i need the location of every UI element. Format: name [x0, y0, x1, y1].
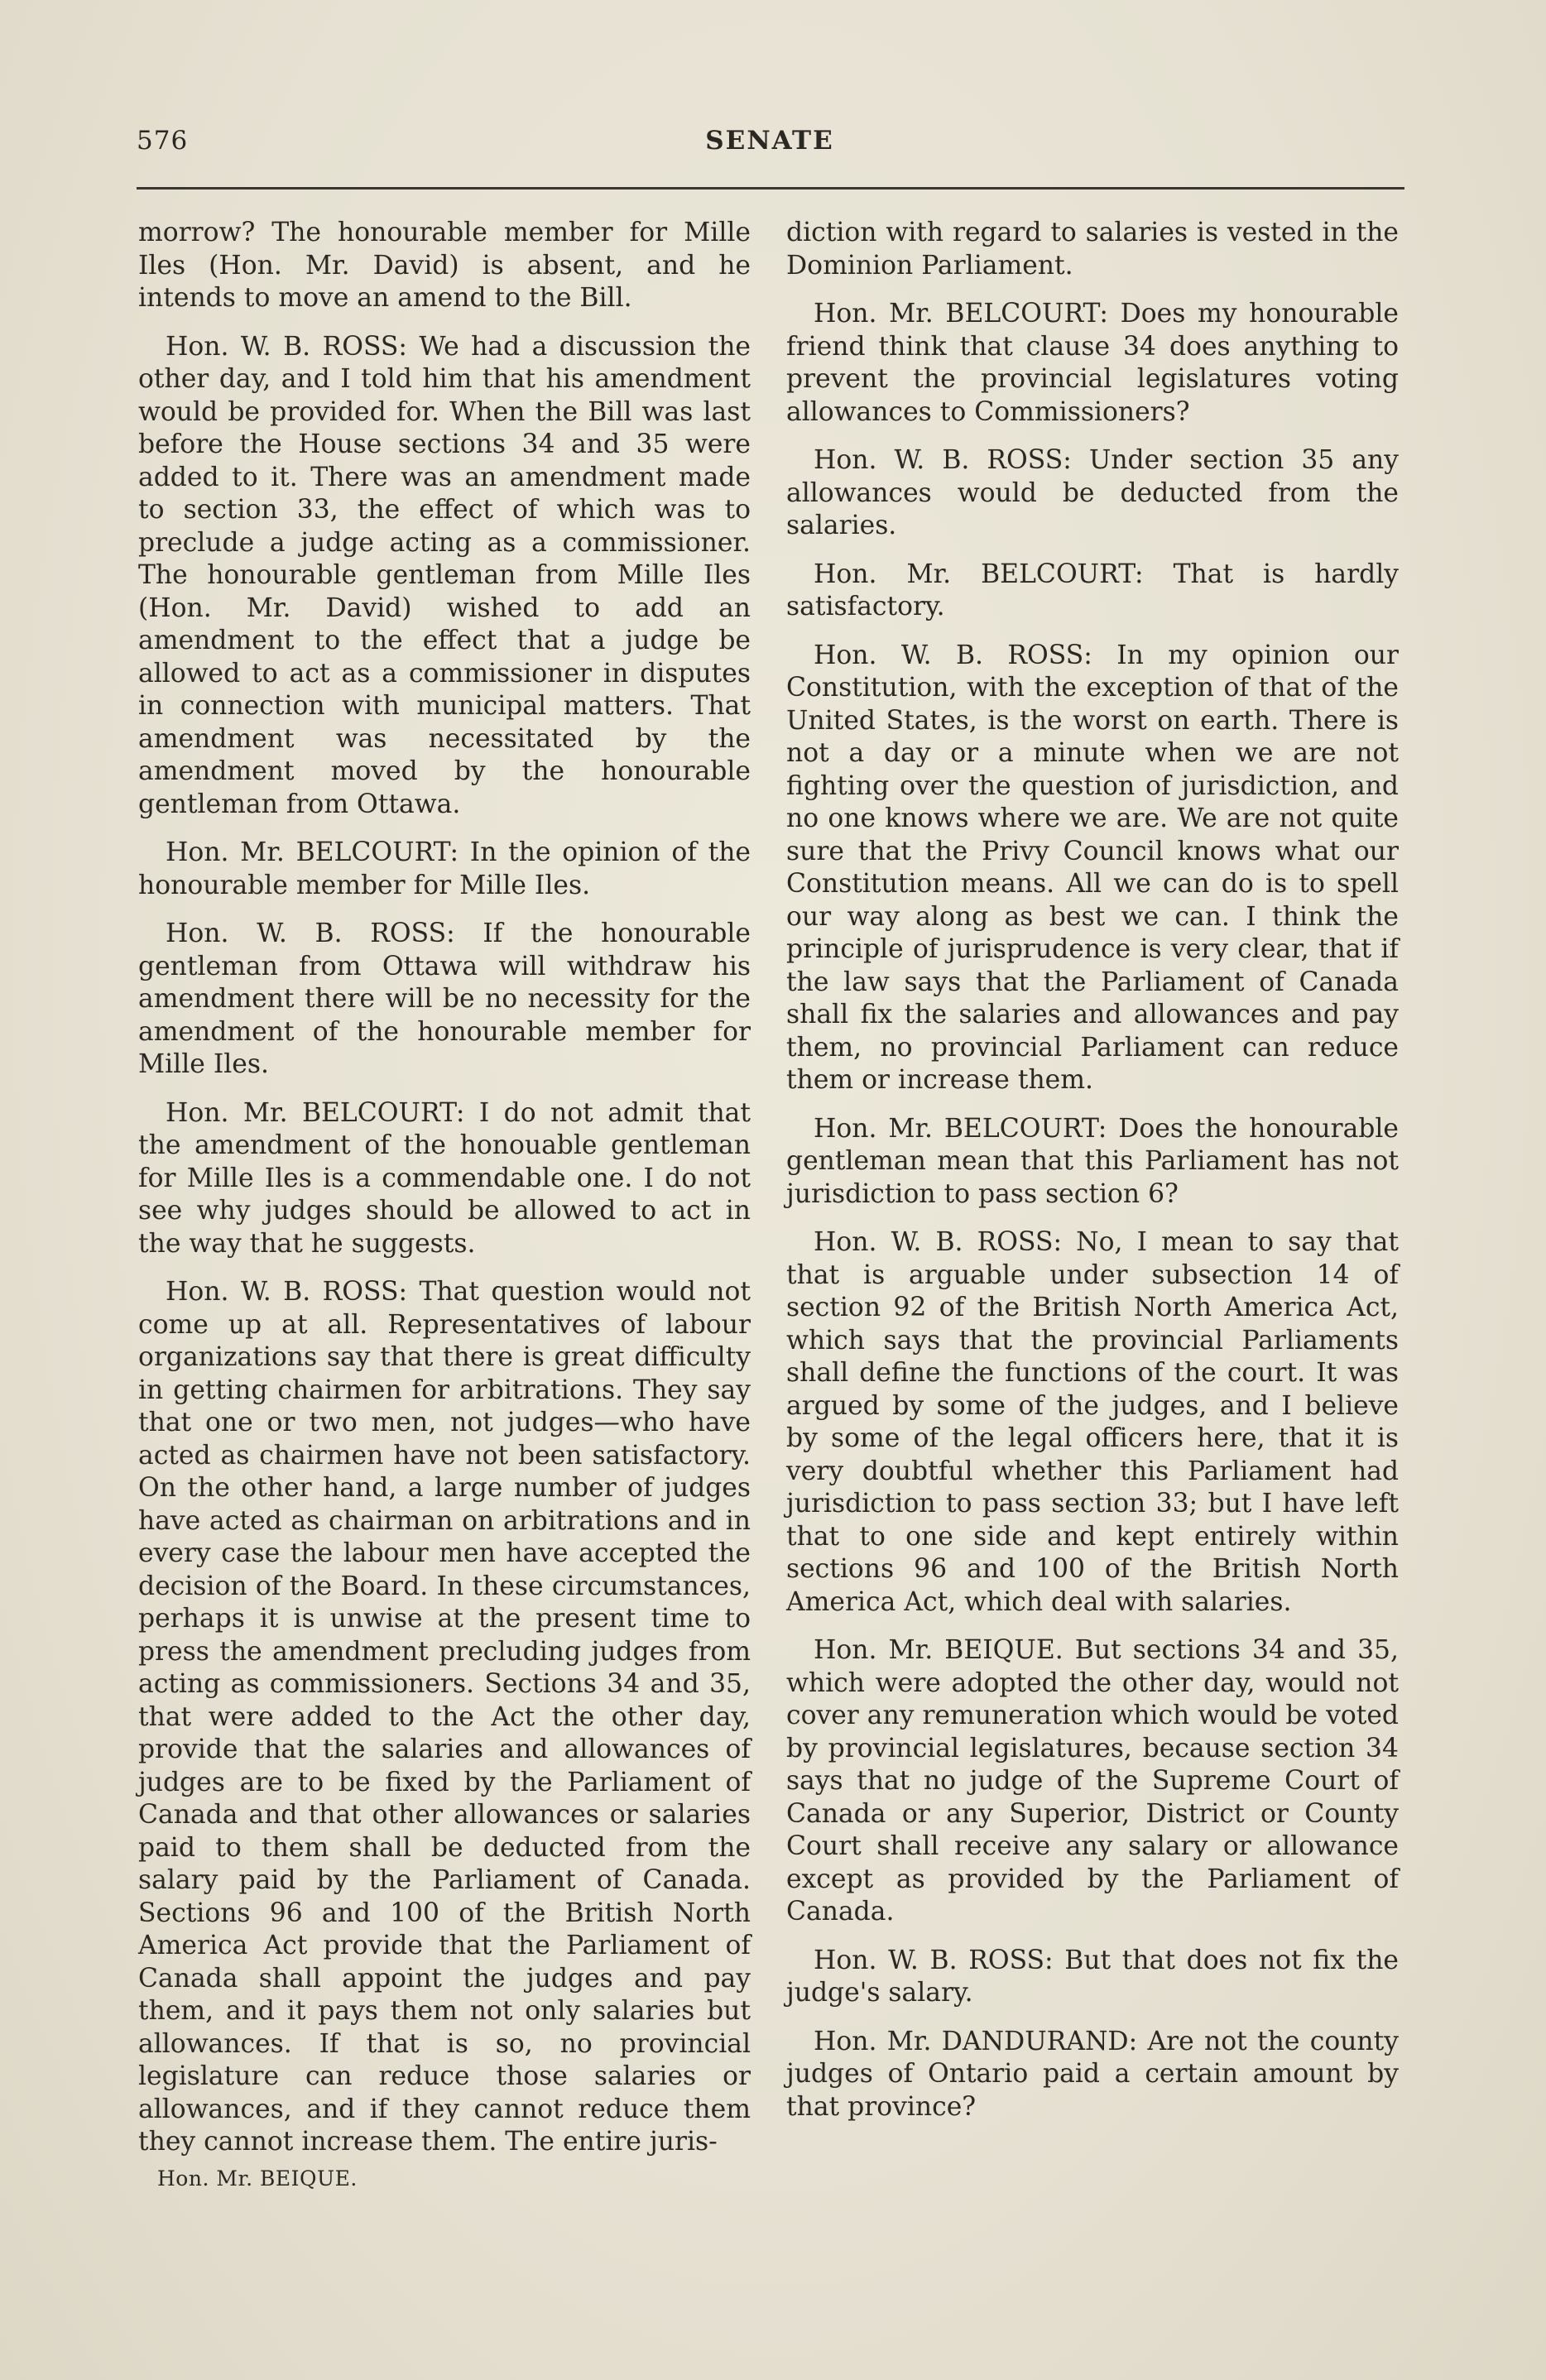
paragraph: Hon. W. B. ROSS: Under section 35 any allowances would be deducted from the salaries.: [786, 445, 1399, 540]
paragraph: Hon. Mr. BEIQUE. But sections 34 and 35, which were adopted the other day, would not cover any remuneration which would be voted by provincial legislatures, because section 34 says that no judge of the Supreme Court of Canada or any Superior, District or County Court shall receive any salary or allowance except as provided by the Parliament of Canada.: [786, 1635, 1399, 1927]
paragraph: Hon. W. B. ROSS: That question would not come up at all. Representatives of labour organizations say that there is great difficulty in getting chairmen for arbitrations. They say that one or two men, not judges—who have acted as chairmen have not been satisfactory. On the other hand, a large number of judges have acted as chairman on arbitrations and in every case the labour men have accepted the decision of the Board. In these circumstances, perhaps it is unwise at the present time to press the amendment precluding judges from acting as commissioners. Sections 34 and 35, that were added to the Act the other day, provide that the salaries and allowances of judges are to be fixed by the Parliament of Canada and that other allowances or salaries paid to them shall be deducted from the salary paid by the Parliament of Canada. Sections 96 and 100 of the British North America Act provide that the Parliament of Canada shall appoint the judges and pay them, and it pays them not only salaries but allowances. If that is so, no provincial legislature can reduce those salaries or allowances, and if they cannot reduce them they cannot increase them. The entire juris-: [138, 1277, 751, 2157]
catchword: Hon. Mr. BEIQUE.: [157, 2166, 358, 2190]
left-column: [138, 217, 751, 2175]
paragraph: Hon. W. B. ROSS: If the honourable gentleman from Ottawa will withdraw his amendment there will be no necessity for the amendment of the honourable member for Mille Iles.: [138, 919, 751, 1079]
paragraph: Hon. Mr. BELCOURT: That is hardly satisfactory.: [786, 559, 1399, 621]
paragraph: Hon. W. B. ROSS: We had a discussion the other day, and I told him that his amendment would be provided for. When the Bill was last before the House sections 34 and 35 were added to it. There was an amendment made to section 33, the effect of which was to preclude a judge acting as a commissioner. The honourable gentleman from Mille Iles (Hon. Mr. David) wished to add an amendment to the effect that a judge be allowed to act as a commissioner in disputes in connection with municipal matters. That amendment was necessitated by the amendment moved by the honourable gentleman from Ottawa.: [138, 331, 751, 819]
paragraph: Hon. Mr. DANDURAND: Are not the county judges of Ontario paid a certain amount by that province?: [786, 2026, 1399, 2122]
paragraph: Hon. Mr. BELCOURT: Does my honourable friend think that clause 34 does anything to prevent the provincial legislatures voting allowances to Commissioners?: [786, 299, 1399, 427]
paragraph: Hon. W. B. ROSS: In my opinion our Constitution, with the exception of that of the United States, is the worst on earth. There is not a day or a minute when we are not fighting over the question of jurisdiction, and no one knows where we are. We are not quite sure that the Privy Council knows what our Constitution means. All we can do is to spell our way along as best we can. I think the principle of jurisprudence is very clear, that if the law says that the Parliament of Canada shall fix the salaries and allowances and pay them, no provincial Parliament can reduce them or increase them.: [786, 640, 1399, 1095]
paragraph: Hon. Mr. BELCOURT: In the opinion of the honourable member for Mille Iles.: [138, 837, 751, 900]
paragraph: Hon. Mr. BELCOURT: Does the honourable gentleman mean that this Parliament has not jurisdiction to pass section 6?: [786, 1113, 1399, 1209]
paragraph: morrow? The honourable member for Mille Iles (Hon. Mr. David) is absent, and he intends to move an amend to the Bill.: [138, 218, 751, 313]
paragraph: Hon. Mr. BELCOURT: I do not admit that the amendment of the honouable gentleman for Mille Iles is a commendable one. I do not see why judges should be allowed to act in the way that he suggests.: [138, 1097, 751, 1259]
right-column: [786, 217, 1399, 2139]
page-number: 576: [137, 126, 189, 156]
header-rule: [137, 187, 1404, 190]
paragraph: Hon. W. B. ROSS: But that does not fix the judge's salary.: [786, 1945, 1399, 2008]
running-title: SENATE: [705, 126, 834, 156]
page-header: [137, 126, 1403, 167]
paragraph: Hon. W. B. ROSS: No, I mean to say that that is arguable under subsection 14 of section 92 of the British North America Act, which says that the provincial Parliaments shall define the functions of the court. It was argued by some of the judges, and I believe by some of the legal officers here, that it is very doubtful whether this Parliament had jurisdiction to pass section 33; but I have left that to one side and kept entirely within sections 96 and 100 of the British North America Act, which deal with salaries.: [786, 1227, 1399, 1617]
paragraph: diction with regard to salaries is vested in the Dominion Parliament.: [786, 218, 1399, 281]
